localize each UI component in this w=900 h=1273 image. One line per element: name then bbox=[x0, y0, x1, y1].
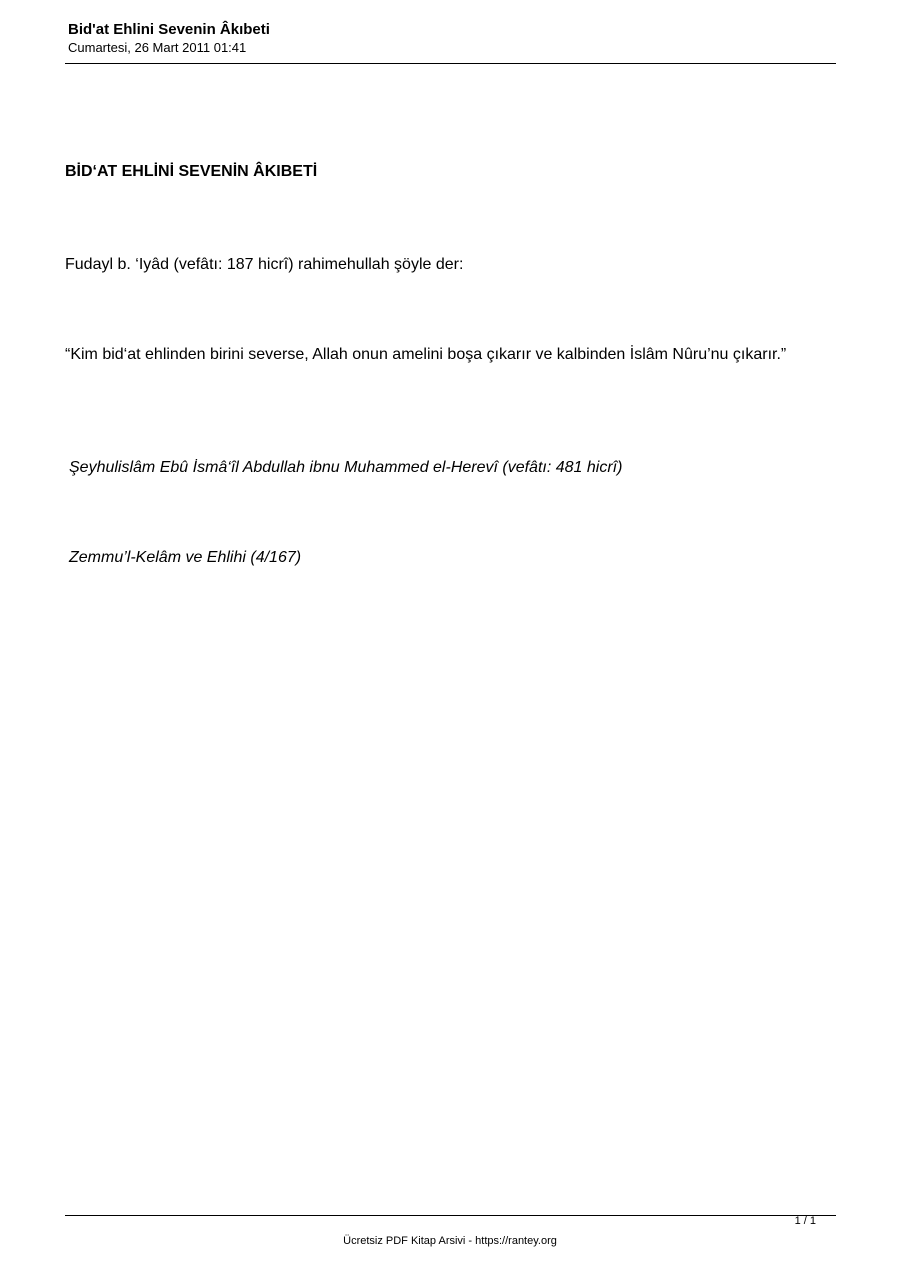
publish-date: Cumartesi, 26 Mart 2011 01:41 bbox=[68, 40, 247, 55]
quote-paragraph: “Kim bid‘at ehlinden birini severse, Allah onun amelini boşa çıkarır ve kalbinden İslâm Nûru’nu çıkarır.” bbox=[65, 346, 787, 363]
intro-paragraph: Fudayl b. ‘Iyâd (vefâtı: 187 hicrî) rahimehullah şöyle der: bbox=[65, 256, 464, 273]
footer-divider bbox=[65, 1215, 836, 1216]
source-citation: Zemmu’l-Kelâm ve Ehlihi (4/167) bbox=[69, 549, 302, 566]
footer-credit: Ücretsiz PDF Kitap Arsivi - https://rantey.org bbox=[343, 1235, 557, 1247]
page-number: 1 / 1 bbox=[794, 1215, 816, 1227]
article-heading: BİD‘AT EHLİNİ SEVENİN ÂKIBETİ bbox=[65, 163, 318, 180]
author-attribution: Şeyhulislâm Ebû İsmâ‘îl Abdullah ibnu Muhammed el-Herevî (vefâtı: 481 hicrî) bbox=[69, 459, 623, 476]
header-divider bbox=[65, 63, 836, 64]
document-title: Bid'at Ehlini Sevenin Âkıbeti bbox=[68, 21, 270, 38]
